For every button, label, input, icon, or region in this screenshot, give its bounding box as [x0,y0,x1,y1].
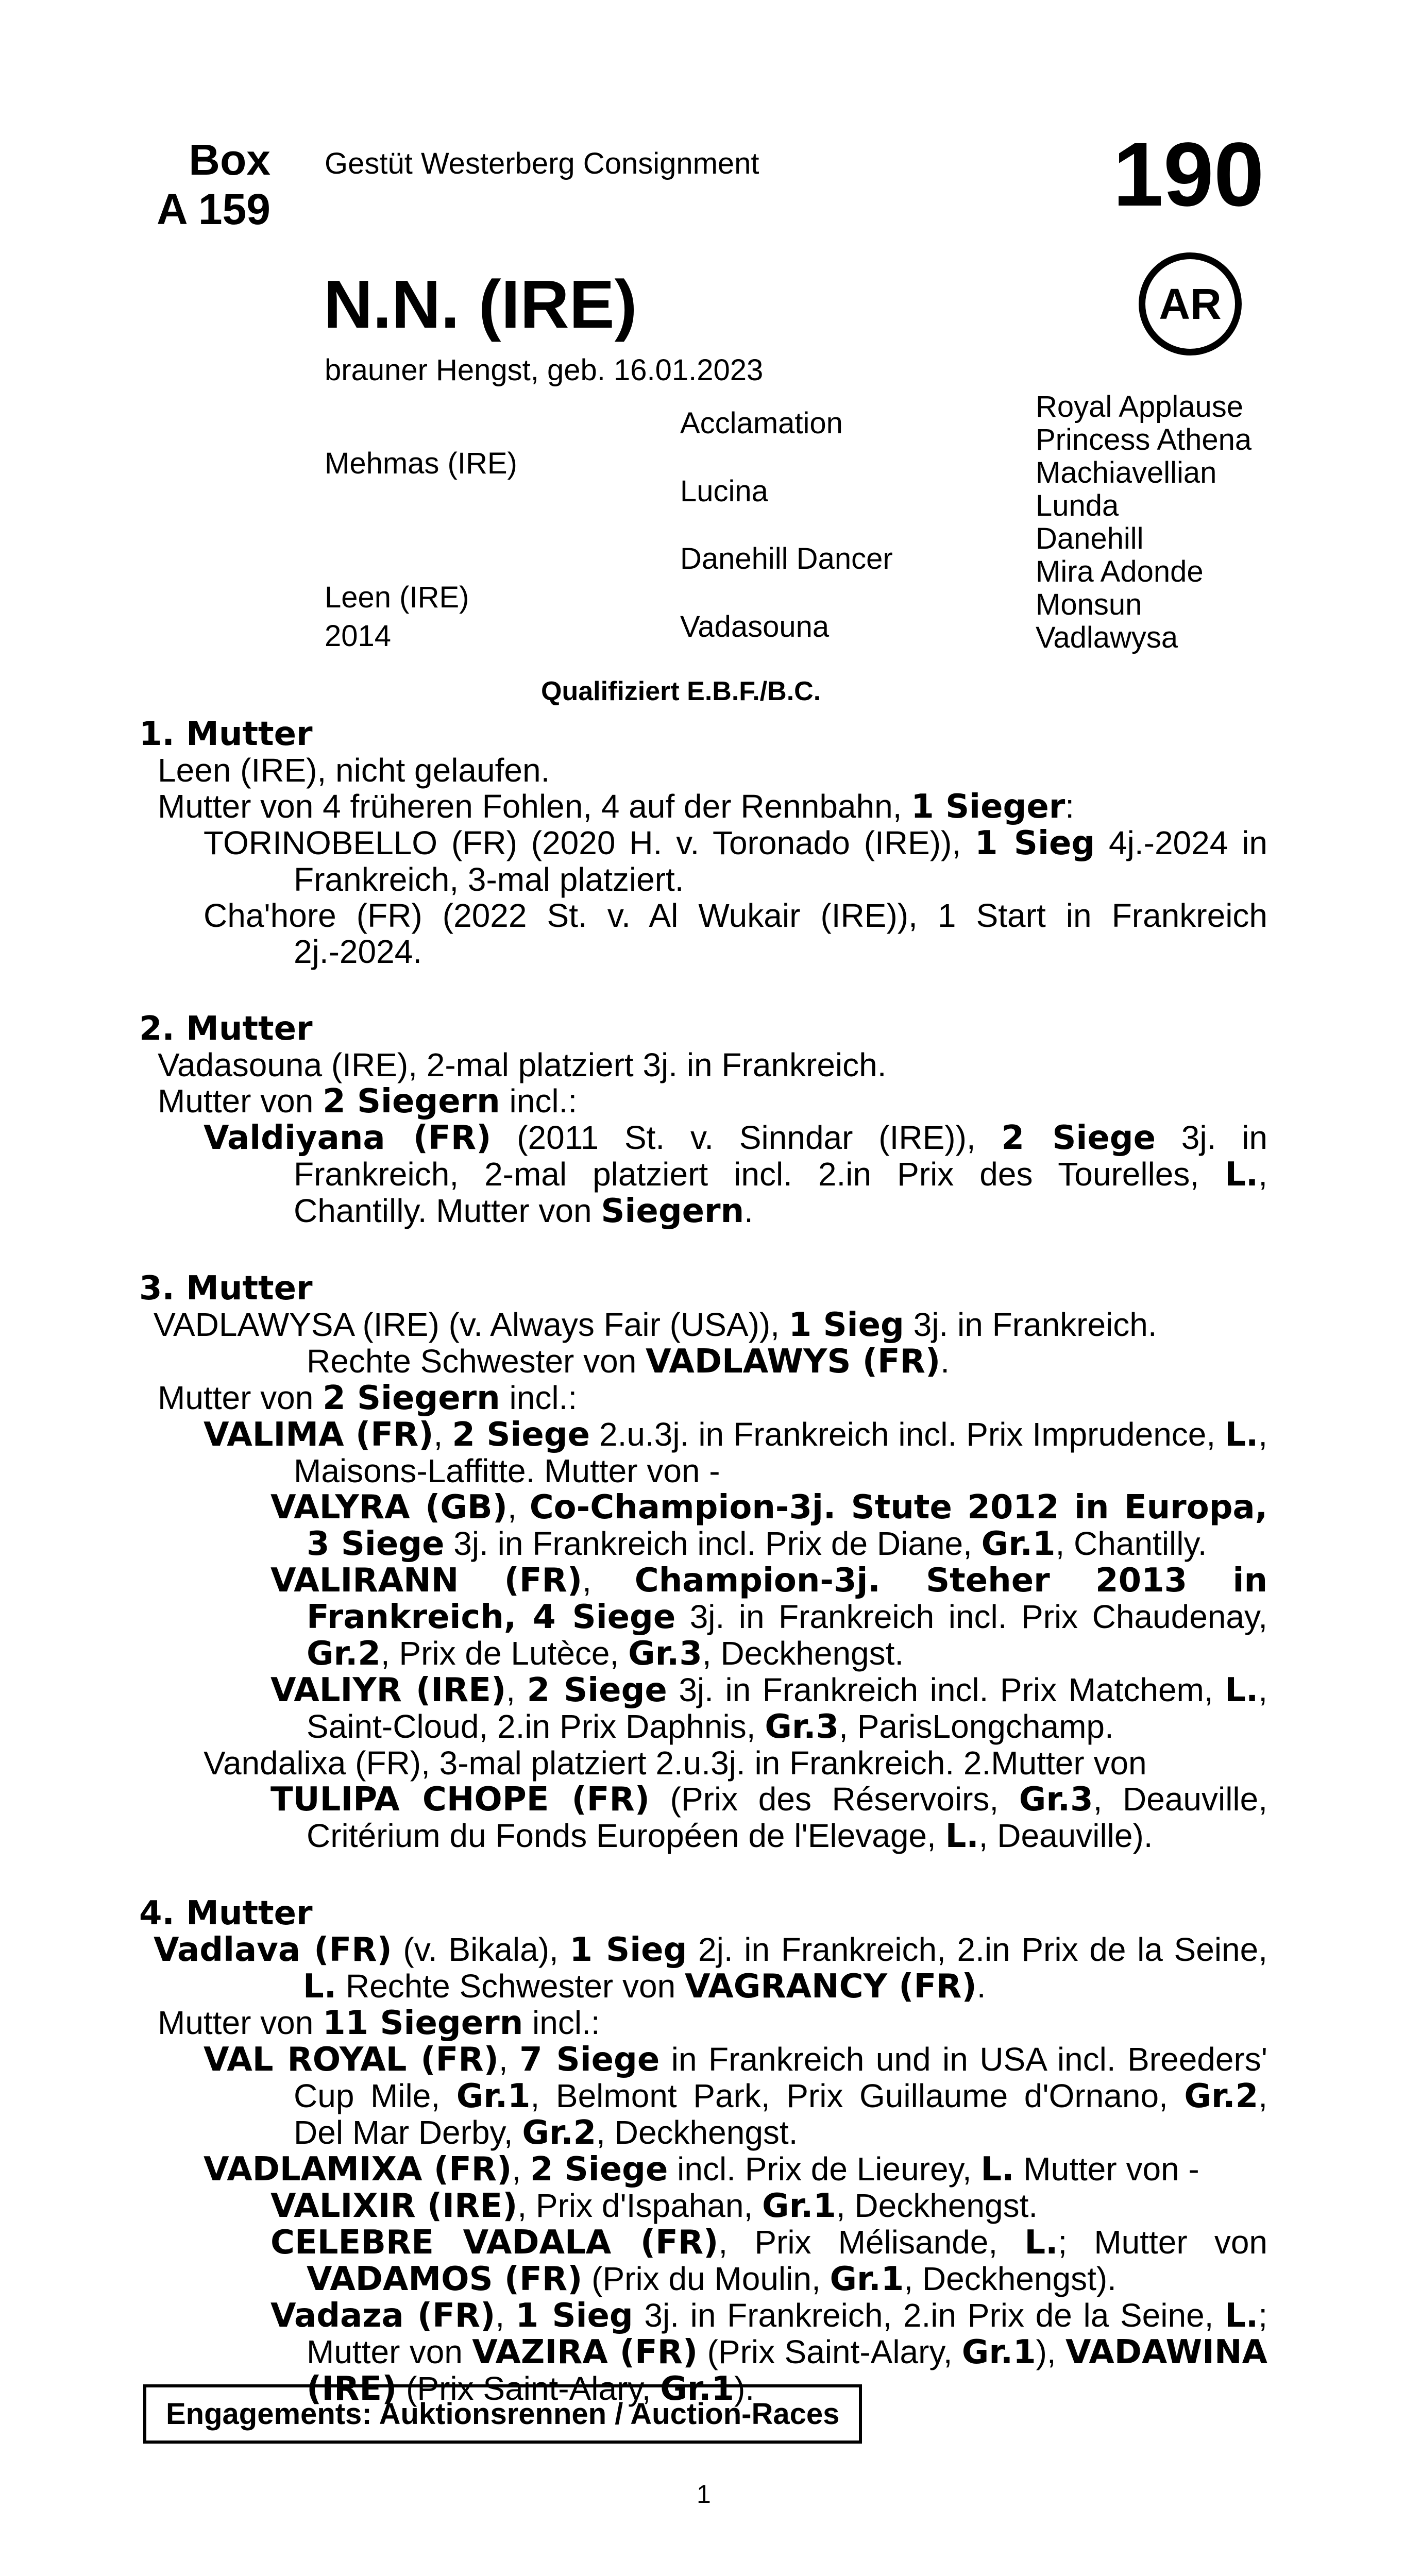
horse-name: N.N. (IRE) [324,266,637,342]
section-title: 4. Mutter [139,1894,313,1933]
section-2-mutter [139,1011,1267,1229]
box-label [134,135,270,234]
section-4-mutter [139,1895,1267,2407]
dam-record: Vadlava (FR) (v. Bikala), 1 Sieg 2j. in Frankreich, 2.in Prix de la Seine, L. Rechte Schwester von VAGRANCY (FR). [154,1931,1267,2006]
section-1-mutter [139,716,1267,970]
catalogue-text [139,716,1267,2448]
dam-record: Leen (IRE), nicht gelaufen. [158,752,550,789]
produce-entry: Vandalixa (FR), 3-mal platziert 2.u.3j. in Frankreich. 2.Mutter von [204,1744,1147,1782]
engagements-text: Engagements: Auktionsrennen / Auction-Races [166,2397,840,2431]
pedigree-ggp-3: Machiavellian [1036,456,1217,489]
section-title: 1. Mutter [139,715,313,753]
pedigree-gp-4: Vadasouna [680,610,830,643]
produce-entry: VADLAMIXA (FR), 2 Siege incl. Prix de Lieurey, L. Mutter von - [204,2150,1199,2189]
produce-summary: Mutter von 2 Siegern incl.: [158,1082,578,1121]
pedigree-gp-2: Lucina [680,474,768,508]
ar-badge-text: AR [1159,279,1222,328]
section-title: 2. Mutter [139,1010,313,1048]
page-number: 1 [697,2480,711,2509]
pedigree-gp-1: Acclamation [680,406,843,440]
produce-entry: Valdiyana (FR) (2011 St. v. Sinndar (IRE)), 2 Siege 3j. in Frankreich, 2-mal platziert incl. 2.in Prix des Tourelles, L., Chantilly. Mutter von Siegern. [204,1119,1267,1230]
pedigree-ggp-5: Danehill [1036,522,1144,555]
pedigree-gp-3: Danehill Dancer [680,542,893,575]
pedigree-ggp-8: Vadlawysa [1036,621,1178,654]
pedigree-ggp-6: Mira Adonde [1036,555,1204,588]
engagements-box [143,2384,862,2444]
ar-badge-icon [1139,252,1242,355]
pedigree-ggp-1: Royal Applause [1036,390,1244,423]
box-number: A 159 [156,185,270,233]
produce-summary: Mutter von 4 früheren Fohlen, 4 auf der Rennbahn, 1 Sieger: [158,788,1075,826]
produce-summary: Mutter von 11 Siegern incl.: [158,2004,600,2042]
dam-record: VADLAWYSA (IRE) (v. Always Fair (USA)), 1 Sieg 3j. in Frankreich. [154,1306,1157,1344]
section-title: 3. Mutter [139,1269,313,1308]
produce-summary: Mutter von 2 Siegern incl.: [158,1379,578,1417]
produce-entry: VALIXIR (IRE), Prix d'Ispahan, Gr.1, Deckhengst. [270,2187,1038,2225]
produce-entry: VALIYR (IRE), 2 Siege 3j. in Frankreich incl. Prix Matchem, L., Saint-Cloud, 2.in Prix Daphnis, Gr.3, ParisLongchamp. [270,1671,1268,1746]
produce-entry: VAL ROYAL (FR), 7 Siege in Frankreich und in USA incl. Breeders' Cup Mile, Gr.1, Belmont Park, Prix Guillaume d'Ornano, Gr.2, Del Mar Derby, Gr.2, Deckhengst. [204,2041,1268,2152]
dam-sibling: Rechte Schwester von VADLAWYS (FR). [307,1343,950,1381]
produce-entry: VALYRA (GB), Co-Champion-3j. Stute 2012 in Europa, 3 Siege 3j. in Frankreich incl. Prix de Diane, Gr.1, Chantilly. [270,1488,1268,1563]
pedigree-dam: Leen (IRE) [325,581,469,614]
pedigree-ggp-4: Lunda [1036,489,1119,522]
pedigree-ggp-2: Princess Athena [1036,423,1252,456]
pedigree-ggp-7: Monsun [1036,588,1142,621]
section-3-mutter [139,1270,1267,1854]
dam-record: Vadasouna (IRE), 2-mal platziert 3j. in Frankreich. [158,1046,887,1083]
pedigree-dam-year: 2014 [325,619,392,653]
horse-info: brauner Hengst, geb. 16.01.2023 [325,353,764,387]
qualification: Qualifiziert E.B.F./B.C. [541,676,821,706]
consignor: Gestüt Westerberg Consignment [325,147,759,180]
box-word: Box [189,135,270,184]
produce-entry: Vadaza (FR), 1 Sieg 3j. in Frankreich, 2.in Prix de la Seine, L.; Mutter von VAZIRA (FR) (Prix Saint-Alary, Gr.1), VADAWINA (IRE) (Prix Saint-Alary, Gr.1). [270,2297,1268,2408]
produce-entry: VALIRANN (FR), Champion-3j. Steher 2013 in Frankreich, 4 Siege 3j. in Frankreich incl. Prix Chaudenay, Gr.2, Prix de Lutèce, Gr.3, Deckhengst. [270,1562,1268,1673]
produce-entry: TORINOBELLO (FR) (2020 H. v. Toronado (IRE)), 1 Sieg 4j.-2024 in Frankreich, 3-mal platziert. [204,824,1268,898]
pedigree-sire: Mehmas (IRE) [325,447,517,480]
pedigree-ggp-list [1036,391,1251,654]
produce-entry: Cha'hore (FR) (2022 St. v. Al Wukair (IRE)), 1 Start in Frankreich 2j.-2024. [204,897,1267,970]
lot-number: 190 [1113,124,1264,225]
produce-entry: VALIMA (FR), 2 Siege 2.u.3j. in Frankreich incl. Prix Imprudence, L., Maisons-Laffitte. Mutter von - [204,1416,1268,1489]
produce-entry: TULIPA CHOPE (FR) (Prix des Réservoirs, Gr.3, Deauville, Critérium du Fonds Européen de l'Elevage, L., Deauville). [270,1781,1268,1855]
produce-entry: CELEBRE VADALA (FR), Prix Mélisande, L.; Mutter von VADAMOS (FR) (Prix du Moulin, Gr.1, Deckhengst). [270,2224,1268,2298]
